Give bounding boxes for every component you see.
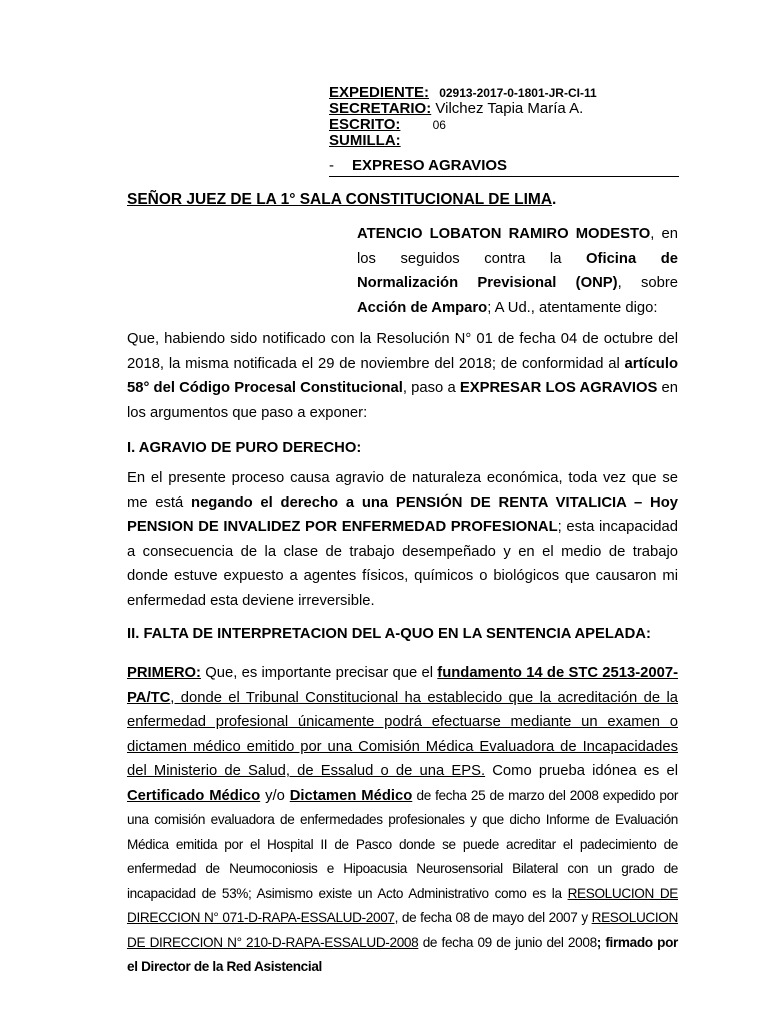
- p3-small-3: de fecha 09 de junio del 2008: [418, 934, 597, 950]
- p1-article: artículo 58° del Código Procesal Constitucional: [127, 355, 678, 396]
- p3-text-2: Como prueba idónea es el: [485, 763, 679, 779]
- p1-text-3: en los argumentos que paso a exponer:: [127, 380, 678, 421]
- intro-text-1: , en los seguidos contra la: [357, 226, 679, 267]
- certificado-medico: Certificado Médico: [127, 787, 261, 804]
- sumilla-value-line: [329, 158, 679, 177]
- p3-small-1: de fecha 25 de marzo del 2008 expedido por una comisión evaluadora de enfermedades profesionales y que dicho Informe de Evaluación Médica emitida por el Hospital II de Pasco donde se puede acreditar el padecimiento de enfermedad de Neumoconiosis e Hipoacusia Neurosensorial Bilateral con un grado de incapacidad de 53%; Asimismo existe un Acto Administrativo como es la: [127, 787, 678, 901]
- sumilla-row: [329, 133, 681, 149]
- expediente-value: 02913-2017-0-1801-JR-CI-11: [439, 86, 597, 100]
- sumilla-value: EXPRESO AGRAVIOS: [352, 157, 508, 174]
- p3-text-3: y/o: [260, 787, 290, 804]
- secretario-row: [329, 101, 681, 117]
- resolucion-071: RESOLUCION DE DIRECCION N° 071-D-RAPA-ESSALUD-2007,: [127, 885, 678, 925]
- defendant-entity: Oficina de Normalización Previsional (ONP): [357, 250, 678, 291]
- secretario-label: SECRETARIO:: [329, 100, 432, 117]
- intro-paragraph: [357, 222, 678, 320]
- sumilla-label: SUMILLA:: [329, 132, 401, 149]
- expediente-row: [329, 85, 681, 101]
- p2-text-1: En el presente proceso causa agravio de naturaleza económica, toda vez que se me está: [127, 470, 678, 511]
- petitioner-name: ATENCIO LOBATON RAMIRO MODESTO: [357, 226, 651, 242]
- section-2-title: II. FALTA DE INTERPRETACION DEL A-QUO EN LA SENTENCIA APELADA:: [127, 626, 651, 642]
- action-type: Acción de Amparo: [357, 299, 488, 316]
- secretario-value: Vilchez Tapia María A.: [435, 100, 584, 117]
- fundamento-ref: fundamento 14 de STC 2513-2007-PA/TC: [127, 665, 678, 706]
- primero-label: PRIMERO:: [127, 665, 201, 681]
- escrito-row: [329, 117, 681, 133]
- p1-text-1: Que, habiendo sido notificado con la Resolución N° 01 de fecha 04 de octubre del 2018, la misma notificada el 29 de noviembre del 2018; de conformidad al: [127, 331, 678, 372]
- escrito-value: 06: [432, 118, 446, 132]
- intro-text-3: ; A Ud., atentamente digo:: [487, 299, 658, 316]
- case-header: [329, 85, 681, 149]
- paragraph-notification: [127, 327, 678, 425]
- paragraph-primero: [127, 661, 678, 980]
- addressee-period: .: [552, 191, 557, 208]
- p3-text-1: Que, es importante precisar que el: [201, 665, 438, 681]
- section-1-title: I. AGRAVIO DE PURO DERECHO:: [127, 440, 362, 456]
- p1-text-2: , paso a: [402, 380, 460, 396]
- expediente-label: EXPEDIENTE:: [329, 84, 430, 101]
- p2-text-2: ; esta incapacidad a consecuencia de la clase de trabajo desempeñado y en el medio de trabajo donde estuve expuesto a agentes físicos, químicos o biológicos que causaron mi enfermedad esta deviene irreversible.: [127, 519, 678, 609]
- resolucion-210: RESOLUCION DE DIRECCION N° 210-D-RAPA-ESSALUD-2008: [127, 910, 678, 950]
- paragraph-agravio: [127, 466, 678, 613]
- addressee: [127, 191, 687, 209]
- p3-bold-end: ; firmado por el Director de la Red Asistencial: [127, 934, 678, 974]
- p2-bold: negando el derecho a una PENSIÓN DE RENTA VITALICIA – Hoy PENSION DE INVALIDEZ POR ENFERMEDAD PROFESIONAL: [127, 494, 678, 535]
- addressee-text: SEÑOR JUEZ DE LA 1° SALA CONSTITUCIONAL DE LIMA: [127, 191, 553, 208]
- escrito-label: ESCRITO:: [329, 116, 401, 133]
- p3-underlined: , donde el Tribunal Constitucional ha establecido que la acreditación de la enfermedad profesional únicamente podrá efectuarse mediante un examen o dictamen médico emitido por una Comisión Médica Evaluadora de Incapacidades del Ministerio de Salud, de Essalud o de una EPS.: [127, 689, 678, 779]
- intro-text-2: , sobre: [617, 275, 678, 291]
- dictamen-medico: Dictamen Médico: [289, 787, 413, 804]
- sumilla-dash: -: [329, 157, 334, 174]
- p3-small-2: de fecha 08 de mayo del 2007 y: [398, 910, 592, 925]
- p1-expresar: EXPRESAR LOS AGRAVIOS: [459, 380, 658, 396]
